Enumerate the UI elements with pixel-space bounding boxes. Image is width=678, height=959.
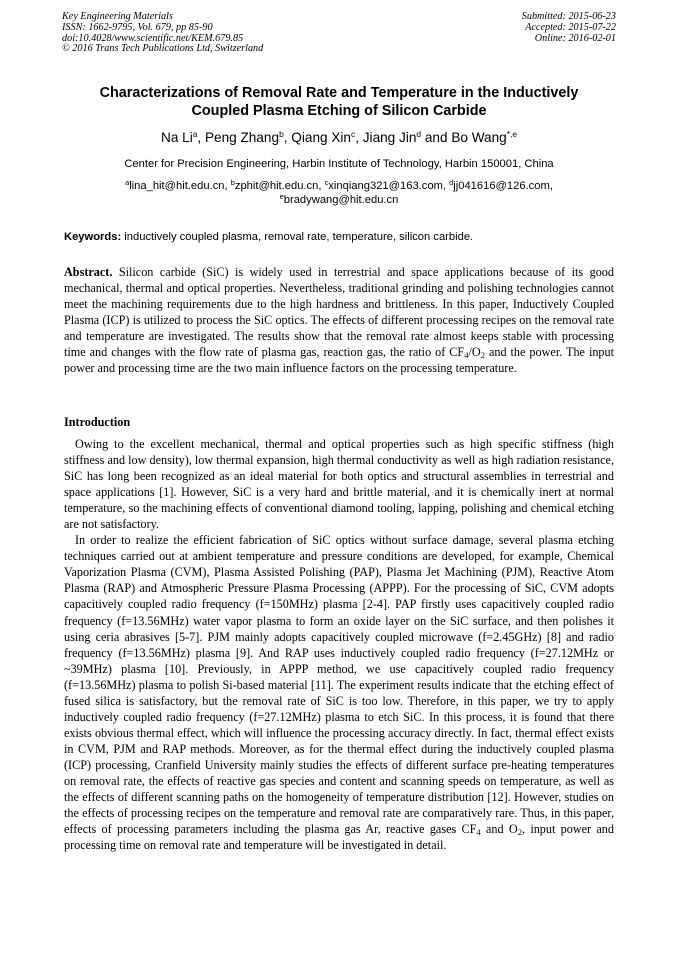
email-a[interactable]: lina_hit@hit.edu.cn <box>129 180 225 192</box>
paragraph-text: In order to realize the efficient fabrication of SiC optics without surface damage, several plasma etching techniques carried out at ambient temperature and pressure conditions are developed, for example, Chemical Vaporization Plasma (CVM), Plasma Assisted Polishing (PAP), Plasma Jet Machining (PJM), Reactive Atom Plasma (RAP) and Atmospheric Pressure Plasma Processing (APPP). For the processing of SiC, CVM adopts capacitively coupled radio frequency (f=150MHz) plasma [2-4]. PAP firstly uses capacitively coupled radio frequency (f=13.56MHz) water vapor plasma to form an oxide layer on the SiC surface, and then polishes it using ceria abrasives [5-7]. PJM mainly adopts capacitively coupled microwave (f=2.45GHz) [8] and radio frequency (f=13.56MHz) plasma [9]. And RAP uses inductively coupled radio frequency (f=27.12MHz or ~39MHz) plasma [10]. Previously, in APPP method, we use capacitively coupled radio frequency (f=13.56MHz) plasma to polish Si-based material [11]. The experiment results indicate that the etching effect of fused silica is satisfactory, but the removal rate of SiC is too low. Therefore, in this paper, we try to apply inductively coupled radio frequency (f=27.12MHz) plasma to etch SiC. In this process, it is found that there exists obvious thermal effect, which will influence the processing accuracy directly. In fact, thermal effect exists in CVM, PJM and RAP methods. Moreover, as for the thermal effect during the inductively coupled plasma (ICP) processing, Cranfield University mainly studies the effects of different surface pre-heating temperatures on removal rate, the effects of reactive gas species and content and scanning speeds on temperature, as well as the effects of different scanning paths on the homogeneity of temperature distribution [12]. However, studies on the effects of processing recipes on the temperature and removal rate are comparatively rare. Thus, in this paper, effects of processing parameters including the plasma gas Ar, reactive gases CF <box>64 533 614 837</box>
email-line-2 <box>40 193 638 207</box>
email-mark: a <box>125 178 130 187</box>
keywords-text: inductively coupled plasma, removal rate, temperature, silicon carbide. <box>121 231 474 243</box>
journal-doi: doi:10.4028/www.scientific.net/KEM.679.85 <box>62 32 244 44</box>
author-list <box>40 129 638 147</box>
abstract-text: /O <box>468 345 481 360</box>
email-line-1: $^a$lina_hit@hit.edu.cn, $^b$zphit@hit.edu.cn, $^c$xinqiang321@163.com, $^d$jj041616@126.com, <box>125 178 553 192</box>
accepted-date: Accepted: 2015-07-22 <box>525 21 616 33</box>
introduction-body <box>64 436 614 853</box>
title-line-1: Characterizations of Removal Rate and Temperature in the Inductively <box>99 85 579 101</box>
author-affil-mark: a <box>192 129 198 139</box>
abstract-label: Abstract. <box>64 265 113 279</box>
email-mark: e <box>279 192 284 201</box>
abstract <box>64 264 614 376</box>
subscript: 2 <box>480 350 485 361</box>
subscript: 4 <box>476 827 481 838</box>
journal-copyright: © 2016 Trans Tech Publications Ltd, Switzerland <box>62 43 264 55</box>
email-mark: b <box>230 178 235 187</box>
author-name: Na Li <box>161 130 193 145</box>
author-name: Qiang Xin <box>291 130 351 145</box>
paragraph-text: and O <box>480 822 518 837</box>
author-separator: , <box>355 130 363 145</box>
author-affil-mark: d <box>416 129 422 139</box>
author-name: Peng Zhang <box>204 130 280 145</box>
journal-issn: ISSN: 1662-9795, Vol. 679, pp 85-90 <box>62 21 213 33</box>
email-b[interactable]: zphit@hit.edu.cn <box>234 180 319 192</box>
author-separator: , <box>283 130 292 145</box>
abstract-text: and the power. The input power and processing time are the two main influence factors on the processing temperature. <box>64 345 614 376</box>
author-name: Jiang Jin <box>362 130 417 145</box>
email-mark: d <box>449 178 454 187</box>
author-affil-mark: *,e <box>506 129 517 139</box>
journal-info <box>62 12 392 55</box>
intro-paragraph-2 <box>64 532 614 853</box>
email-mark: c <box>324 178 329 187</box>
author-separator: and <box>421 130 452 145</box>
keywords <box>64 230 616 244</box>
paper-title <box>40 84 638 120</box>
author-emails <box>40 179 638 207</box>
section-heading: Introduction <box>64 415 131 429</box>
author-affil-mark: b <box>279 129 284 139</box>
author-separator: , <box>197 130 205 145</box>
paragraph-text: , input power and processing time on removal rate and temperature will be investigated in detail. <box>64 822 614 853</box>
online-date: Online: 2016-02-01 <box>534 32 616 44</box>
keywords-label: Keywords: <box>64 231 122 243</box>
affiliation: Center for Precision Engineering, Harbin Institute of Technology, Harbin 150001, China <box>124 158 554 170</box>
email-c[interactable]: xinqiang321@163.com <box>328 180 443 192</box>
email-d[interactable]: jj041616@126.com <box>453 180 550 192</box>
email-e[interactable]: bradywang@hit.edu.cn <box>283 194 399 206</box>
submitted-date: Submitted: 2015-06-23 <box>521 11 616 22</box>
journal-name: Key Engineering Materials <box>62 11 173 22</box>
author-name: Bo Wang <box>451 130 507 145</box>
publication-dates <box>376 12 616 44</box>
subscript: 4 <box>464 350 469 361</box>
intro-paragraph-1: Owing to the excellent mechanical, thermal and optical properties such as high specific stiffness (high stiffness and low density), low thermal expansion, high thermal conductivity as well as high radiation resistance, SiC has long been recognized as an ideal material for both optics and structural assemblies in terrestrial and space applications [1]. However, SiC is a very hard and brittle material, and it is chemically inert at normal temperature, so the machining effects of conventional diamond tooling, lapping, polishing and chemical etching are not satisfactory. <box>64 437 614 532</box>
author-affil-mark: c <box>351 129 356 139</box>
title-line-2: Coupled Plasma Etching of Silicon Carbide <box>191 103 487 119</box>
subscript: 2 <box>517 827 522 838</box>
abstract-text: Silicon carbide (SiC) is widely used in terrestrial and space applications because of its good mechanical, thermal and optical properties. Nevertheless, traditional grinding and polishing technologies cannot meet the machining requirements due to the high hardness and brittleness. In this paper, Inductively Coupled Plasma (ICP) is utilized to process the SiC optics. The effects of different processing recipes on the removal rate and temperature are investigated. The results show that the removal rate almost keeps stable with processing time and changes with the flow rate of plasma gas, reaction gas, the ratio of CF <box>64 265 614 360</box>
